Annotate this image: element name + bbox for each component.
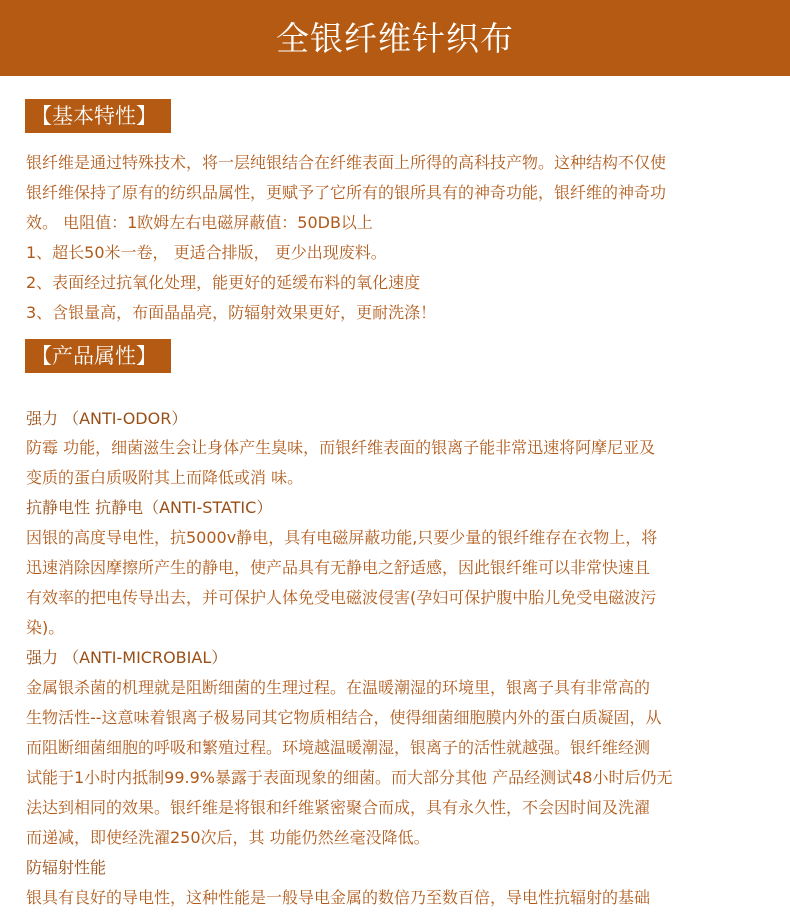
product-text-line: 金属银杀菌的机理就是阻断细菌的生理过程。在温暖潮湿的环境里，银离子具有非常高的 xyxy=(26,678,651,697)
page-title: 全银纤维针织布 xyxy=(276,19,514,58)
property-heading: 抗静电性 抗静电（ANTI-STATIC） xyxy=(26,498,273,517)
section-label-basic: 【基本特性】 xyxy=(25,99,171,133)
basic-text-line: 效。 电阻值：1欧姆左右电磁屏蔽值：50DB以上 xyxy=(26,213,373,232)
product-text-line: 防霉 功能，细菌滋生会让身体产生臭味，而银纤维表面的银离子能非常迅速将阿摩尼亚及 xyxy=(26,438,656,457)
product-text-line: 法达到相同的效果。银纤维是将银和纤维紧密聚合而成，具有永久性，不会因时间及洗濯 xyxy=(26,798,651,817)
basic-text-line: 银纤维保持了原有的纺织品属性，更赋予了它所有的银所具有的神奇功能，银纤维的神奇功 xyxy=(26,183,667,202)
basic-text-line: 银纤维是通过特殊技术，将一层纯银结合在纤维表面上所得的高科技产物。这种结构不仅使 xyxy=(26,153,667,172)
section-label-product: 【产品属性】 xyxy=(25,339,171,373)
product-text-line: 生物活性--这意味着银离子极易同其它物质相结合，使得细菌细胞膜内外的蛋白质凝固，从 xyxy=(26,708,662,727)
basic-text-line: 3、含银量高，布面晶晶亮，防辐射效果更好，更耐洗涤！ xyxy=(26,303,437,322)
property-heading: 防辐射性能 xyxy=(26,858,107,877)
product-text-line: 而递减，即使经洗濯250次后，其 功能仍然丝毫没降低。 xyxy=(26,828,430,847)
product-text-line: 试能于1小时内抵制99.9%暴露于表面现象的细菌。而大部分其他 产品经测试48小时后仍无 xyxy=(26,768,673,787)
product-text-line: 因银的高度导电性，抗5000v静电，具有电磁屏蔽功能,只要少量的银纤维存在衣物上，将 xyxy=(26,528,658,547)
property-heading: 强力 （ANTI-ODOR） xyxy=(26,409,188,428)
property-heading: 强力 （ANTI-MICROBIAL） xyxy=(26,648,228,667)
product-text-line: 迅速消除因摩擦所产生的静电，使产品具有无静电之舒适感，因此银纤维可以非常快速且 xyxy=(26,558,651,577)
product-text-line: 变质的蛋白质吸附其上而降低或消 味。 xyxy=(26,468,304,487)
product-text-line: 有效率的把电传导出去，并可保护人体免受电磁波侵害(孕妇可保护腹中胎儿免受电磁波污 xyxy=(26,588,657,607)
product-text-line: 而阻断细菌细胞的呼吸和繁殖过程。环境越温暖潮湿，银离子的活性就越强。银纤维经测 xyxy=(26,738,651,757)
product-text-line: 染)。 xyxy=(26,618,65,637)
product-text-line: 银具有良好的导电性，这种性能是一般导电金属的数倍乃至数百倍，导电性抗辐射的基础 xyxy=(26,888,651,907)
basic-text-line: 1、超长50米一卷， 更适合排版， 更少出现废料。 xyxy=(26,243,387,262)
basic-text-line: 2、表面经过抗氧化处理，能更好的延缓布料的氧化速度 xyxy=(26,273,421,292)
